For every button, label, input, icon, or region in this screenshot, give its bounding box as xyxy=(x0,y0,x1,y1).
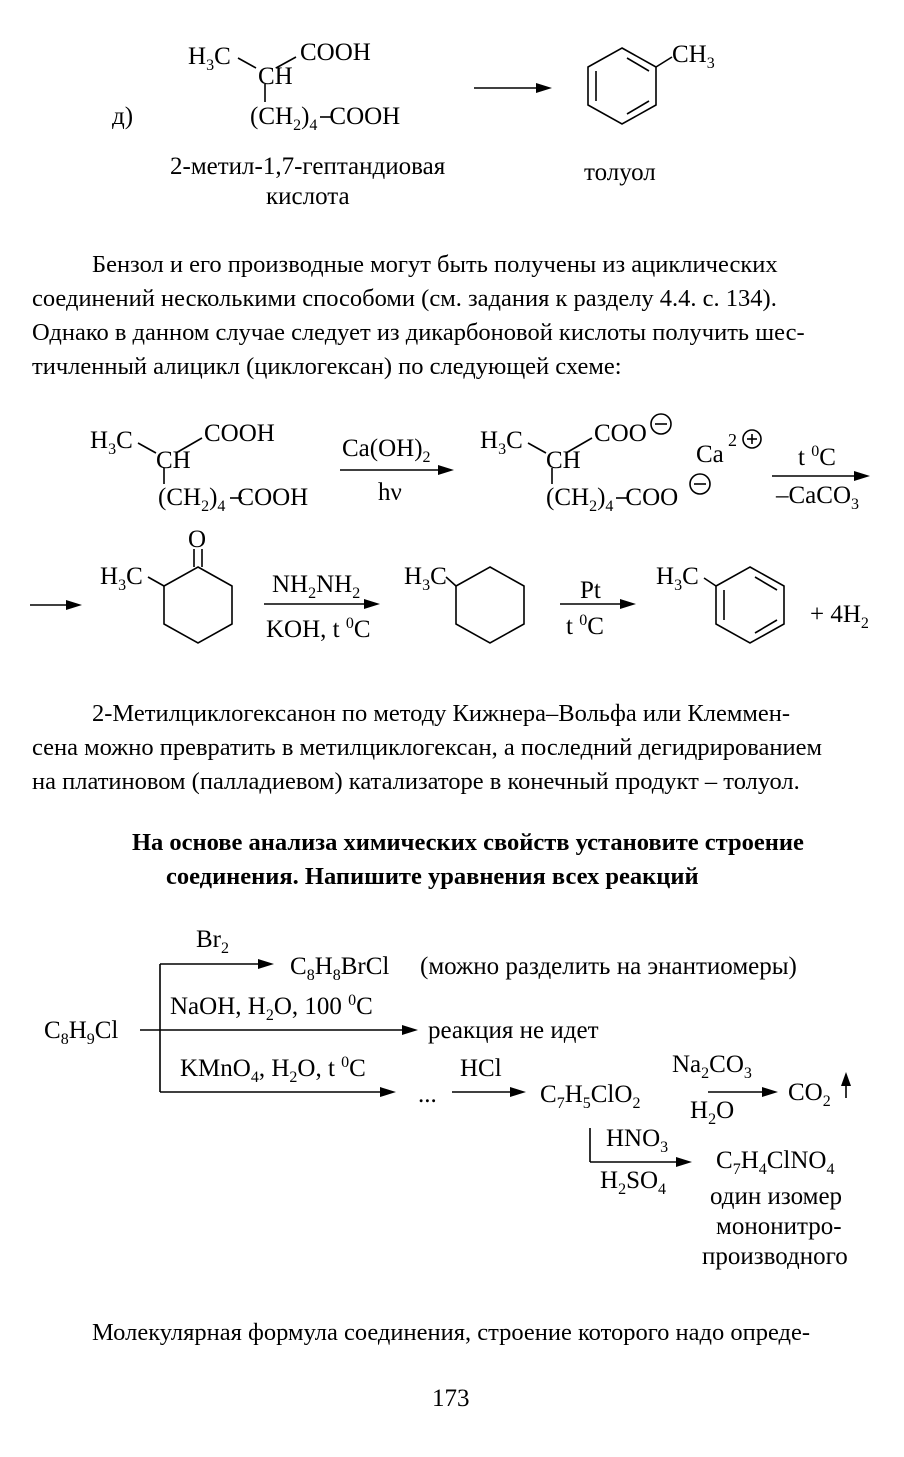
coo-text: COO xyxy=(594,420,647,447)
reagent-temp: t $^0$C xyxy=(798,443,836,471)
h3c-text: $H_3C$ xyxy=(404,563,447,594)
enantiomer-note: (можно разделить на энантиомеры) xyxy=(420,953,797,980)
paragraph-line: Однако в данном случае следует из дикарбоновой кислоты получить шес- xyxy=(32,319,805,346)
reagent-hv: hν xyxy=(378,479,402,506)
no-reaction-note: реакция не идет xyxy=(428,1017,599,1044)
ch-text: CH xyxy=(258,63,293,90)
heading-line: На основе анализа химических свойств установите строение xyxy=(132,829,804,856)
arrowhead-icon xyxy=(380,1087,396,1097)
ch-text: CH xyxy=(156,447,191,474)
arrowhead-icon xyxy=(762,1087,778,1097)
isomer-note-line: один изомер xyxy=(710,1183,843,1210)
reagent-h2o: $H_2O$ xyxy=(690,1097,735,1128)
paragraph-3 xyxy=(32,1316,882,1350)
heading-line: соединения. Напишите уравнения всех реакций xyxy=(166,863,699,890)
ch-text: CH xyxy=(546,447,581,474)
page-number: 173 xyxy=(432,1385,470,1412)
paragraph-line: соединений несколькими способоми (см. задания к разделу 4.4. с. 134). xyxy=(32,285,777,312)
reagent-pt: Pt xyxy=(580,577,601,604)
arrowhead-icon xyxy=(854,471,870,481)
paragraph-2 xyxy=(32,697,882,799)
charge-2-text: 2 xyxy=(728,430,737,450)
benzene-ring-icon xyxy=(588,48,672,124)
product-c7h4clno4: $C_7H_4ClNO_4$ xyxy=(716,1147,835,1178)
item-label: д) xyxy=(112,103,134,130)
cooh-text: COOH xyxy=(300,39,371,66)
acid-name-line2: кислота xyxy=(266,183,350,210)
h3c-text: $H_3C$ xyxy=(188,43,231,74)
product-c7h5clo2: $C_7H_5ClO_2$ xyxy=(540,1081,641,1112)
cyclohexanone-ring-icon xyxy=(148,549,232,643)
cyclohexane-ring-icon xyxy=(446,567,524,643)
toluene-name: толуол xyxy=(584,159,656,186)
isomer-note-line: мононитро- xyxy=(716,1213,842,1240)
arrowhead-icon xyxy=(620,599,636,609)
ch2-chain-text: $(CH_2)_4$ COOH xyxy=(250,103,401,134)
paragraph-1 xyxy=(32,248,882,384)
ca-text: Ca xyxy=(696,441,724,468)
arrowhead-icon xyxy=(536,83,552,93)
ellipsis: ... xyxy=(418,1081,437,1108)
arrowhead-icon xyxy=(402,1025,418,1035)
plus-4h2-text: + $4H_2$ xyxy=(810,601,869,632)
reagent-br2: $Br_2$ xyxy=(196,926,229,957)
reagent-hno3: $HNO_3$ xyxy=(606,1125,669,1156)
start-compound: $C_8H_9Cl$ xyxy=(44,1017,119,1048)
isomer-note-line: производного xyxy=(702,1243,848,1270)
reagent-h2so4: $H_2SO_4$ xyxy=(600,1167,667,1198)
reagent-temp: t $^0$C xyxy=(566,612,604,640)
benzene-ring-icon xyxy=(704,567,784,643)
h3c-text: $H_3C$ xyxy=(90,427,133,458)
h3c-text: $H_3C$ xyxy=(100,563,143,594)
oxygen-text: O xyxy=(188,526,207,553)
paragraph-line: 2-Метилциклогексанон по методу Кижнера–Вольфа или Клеммен- xyxy=(92,700,791,727)
h3c-text: $H_3C$ xyxy=(656,563,699,594)
paragraph-line: сена можно превратить в метилциклогексан, а последний дегидрированием xyxy=(32,734,822,761)
cooh-text: COOH xyxy=(204,420,275,447)
arrowhead-icon xyxy=(510,1087,526,1097)
arrowhead-icon xyxy=(676,1157,692,1167)
paragraph-line: на платиновом (палладиевом) катализаторе в конечный продукт – толуол. xyxy=(32,768,800,795)
task-heading xyxy=(40,826,870,894)
reagent-caco3: –CaCO$_3$ xyxy=(776,482,859,513)
reagent-hydrazine: $NH_2NH_2$ xyxy=(272,571,361,602)
paragraph-line: тичленный алицикл (циклогексан) по следующей схеме: xyxy=(32,353,622,380)
h3c-text: $H_3C$ xyxy=(480,427,523,458)
reagent-kmno4: KMnO$_4$, $H_2O$, t $^0$C xyxy=(180,1054,366,1086)
ch2-chain-text: $(CH_2)_4$ COOH xyxy=(158,484,309,515)
arrowhead-icon xyxy=(258,959,274,969)
paragraph-line: Молекулярная формула соединения, строение которого надо опреде- xyxy=(92,1319,811,1346)
acid-name-line1: 2-метил-1,7-гептандиовая xyxy=(170,153,446,180)
product-co2: $CO_2$ xyxy=(788,1079,831,1110)
arrowhead-icon xyxy=(438,465,454,475)
gas-evolution-arrow-icon xyxy=(841,1072,851,1086)
reagent-koh: KOH, t $^0$C xyxy=(266,615,371,643)
reagent-na2co3: $Na_2CO_3$ xyxy=(672,1051,752,1082)
reagent-caoh2: $Ca(OH)_2$ xyxy=(342,435,431,466)
reagent-naoh: NaOH, $H_2O$, 100 $^0$C xyxy=(170,992,373,1024)
ch2-chain-text: $(CH_2)_4$ COO xyxy=(546,484,679,515)
arrowhead-icon xyxy=(364,599,380,609)
ch3-text: $CH_3$ xyxy=(672,41,715,72)
arrowhead-icon xyxy=(66,600,82,610)
reagent-hcl: HCl xyxy=(460,1055,502,1082)
product-c8h8brcl: $C_8H_8BrCl$ xyxy=(290,953,390,984)
paragraph-line: Бензол и его производные могут быть получены из ациклических xyxy=(92,251,778,278)
